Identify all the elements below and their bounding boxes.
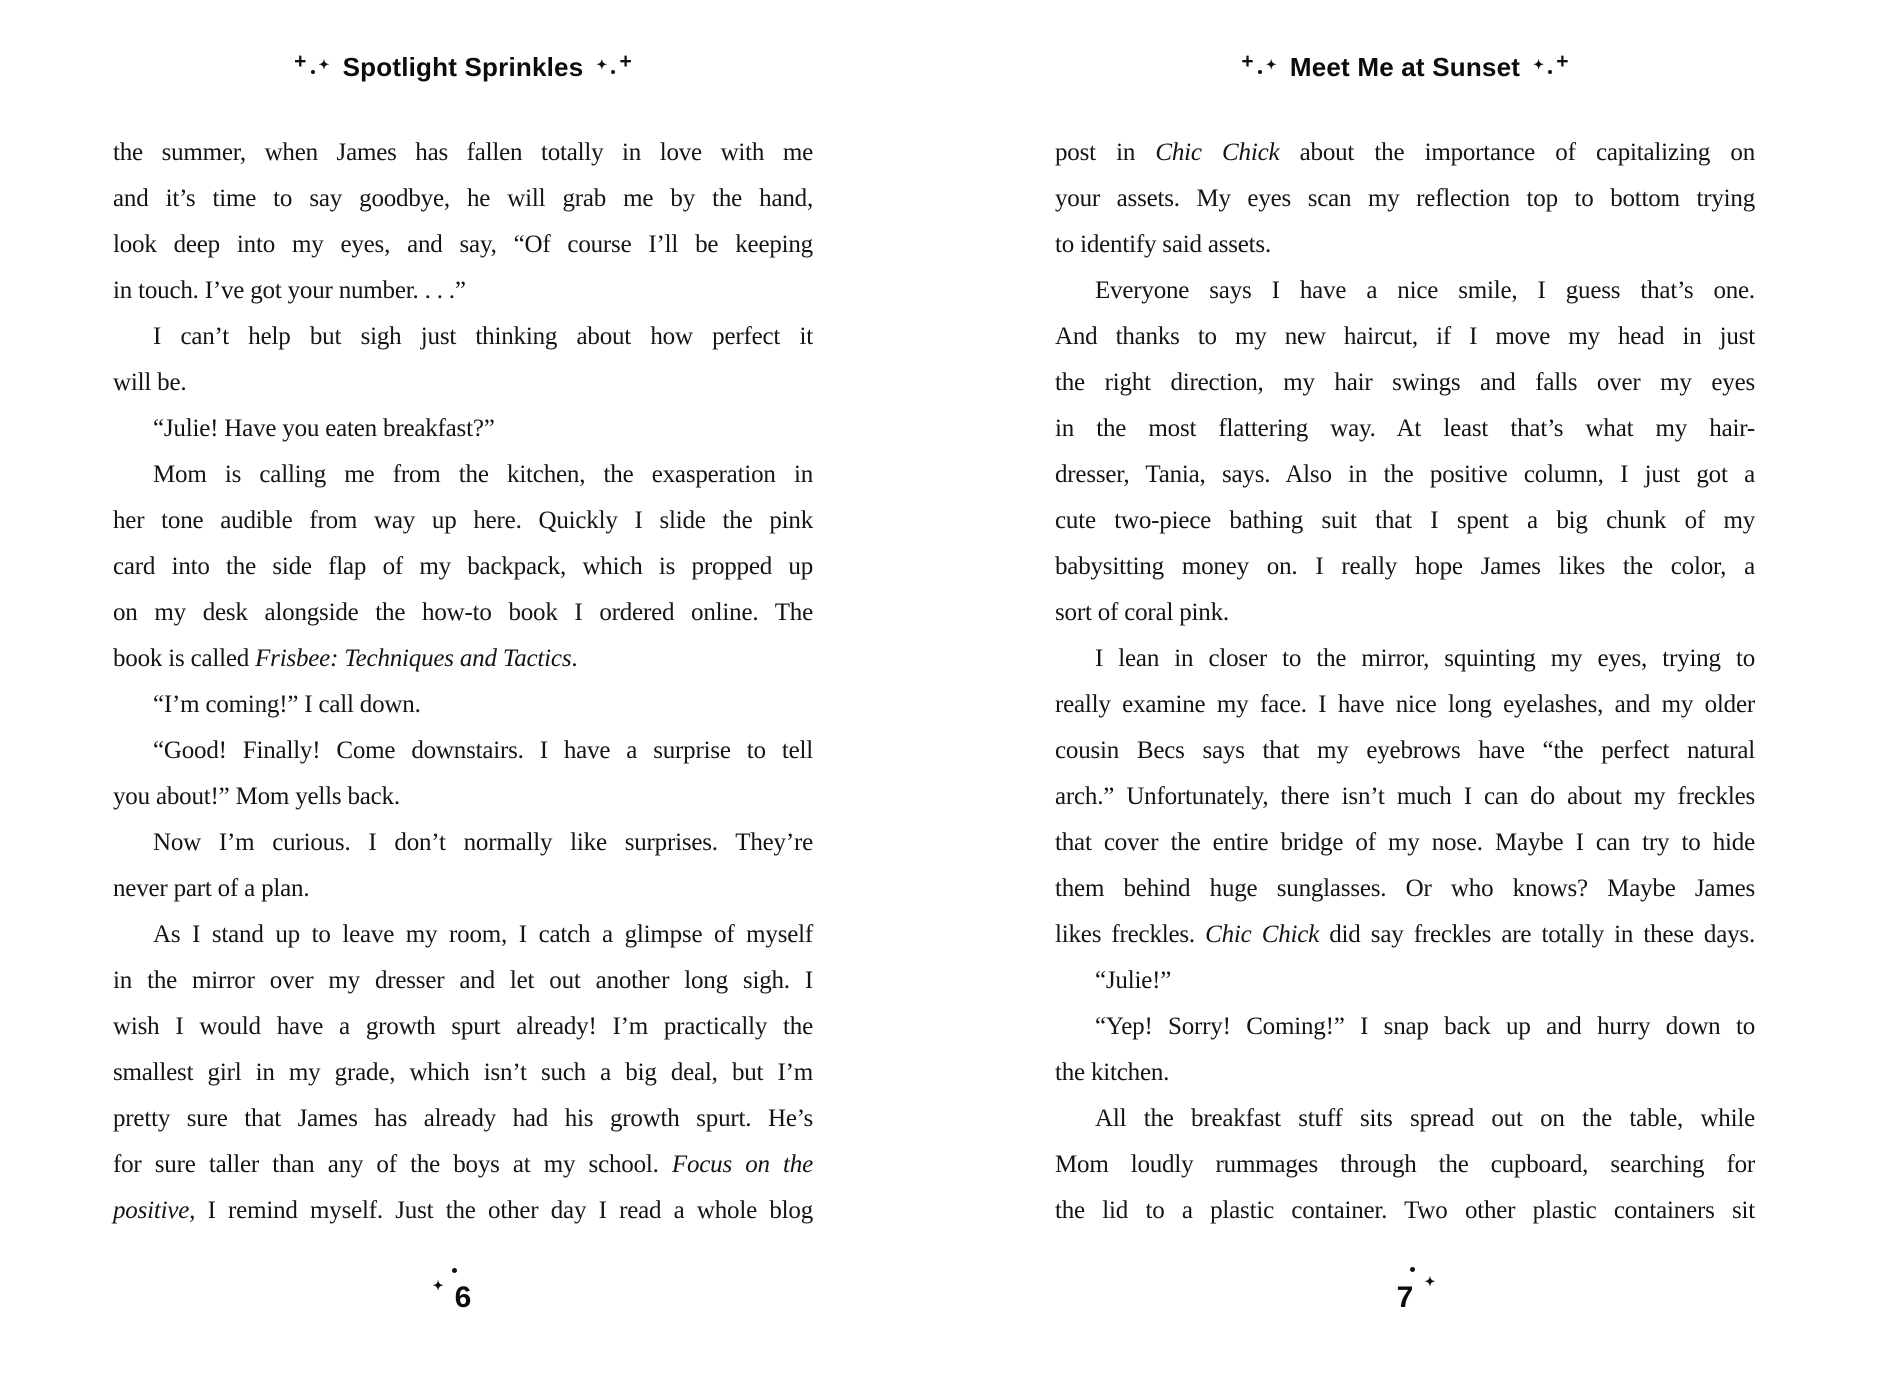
dot-icon (1410, 1267, 1415, 1272)
dot-icon (1548, 70, 1552, 74)
text-line: to identify said assets. (1055, 231, 1272, 258)
sparkle-icon: ✦ (432, 1278, 444, 1293)
page-number-group (1396, 1274, 1436, 1314)
text-line: positive, I remind myself. Just the other day I read a whole blog (113, 1197, 813, 1224)
text-line: smallest girl in my grade, which isn’t such a big deal, but I’m (113, 1059, 813, 1086)
text-line: the lid to a plastic container. Two other plastic containers sit (1055, 1197, 1755, 1224)
text-line: the kitchen. (1055, 1059, 1170, 1086)
text-line: As I stand up to leave my room, I catch a glimpse of myself (153, 921, 813, 948)
text-line: and it’s time to say goodbye, he will grab me by the hand, (113, 185, 813, 212)
text-line: cute two-piece bathing suit that I spent a big chunk of my (1055, 507, 1755, 534)
sparkle-ornament-right (596, 50, 632, 78)
sparkle-icon: ✦ (318, 57, 330, 72)
text-line: in touch. I’ve got your number. . . .” (113, 277, 466, 304)
text-line: on my desk alongside the how-to book I ordered online. The (113, 599, 813, 626)
text-line: “Julie!” (1095, 967, 1172, 994)
text-line: card into the side flap of my backpack, which is propped up (113, 553, 813, 580)
text-line: book is called Frisbee: Techniques and Tactics. (113, 645, 578, 672)
text-line: I can’t help but sigh just thinking about how perfect it (153, 323, 813, 350)
sparkle-ornament-left (1241, 50, 1277, 78)
text-line: “Good! Finally! Come downstairs. I have a surprise to tell (153, 737, 813, 764)
text-line: And thanks to my new haircut, if I move my head in just (1055, 323, 1755, 350)
text-line: “Yep! Sorry! Coming!” I snap back up and hurry down to (1095, 1013, 1755, 1040)
page-number: 6 (454, 1281, 472, 1314)
dot-icon (611, 70, 615, 74)
text-line: babysitting money on. I really hope James likes the color, a (1055, 553, 1755, 580)
folio (1055, 1274, 1755, 1314)
text-line: Mom loudly rummages through the cupboard, searching for (1055, 1151, 1755, 1178)
running-head-title: Spotlight Sprinkles (342, 52, 584, 82)
text-line: the summer, when James has fallen totally in love with me (113, 139, 813, 166)
sparkle-icon: ✦ (596, 57, 608, 72)
sparkle-icon: ✦ (1265, 57, 1277, 72)
text-line: I lean in closer to the mirror, squinting my eyes, trying to (1095, 645, 1755, 672)
sparkle-ornament-right (1533, 50, 1569, 78)
text-line: for sure taller than any of the boys at my school. Focus on the (113, 1151, 813, 1178)
text-line: sort of coral pink. (1055, 599, 1229, 626)
plus-sparkle-icon: + (619, 50, 632, 73)
plus-sparkle-icon: + (294, 50, 307, 73)
text-line: her tone audible from way up here. Quickly I slide the pink (113, 507, 813, 534)
sparkle-icon: ✦ (1533, 57, 1545, 72)
text-line: Everyone says I have a nice smile, I guess that’s one. (1095, 277, 1755, 304)
folio (113, 1278, 813, 1314)
text-line: “I’m coming!” I call down. (153, 691, 421, 718)
text-line: All the breakfast stuff sits spread out on the table, while (1095, 1105, 1755, 1132)
text-line: look deep into my eyes, and say, “Of course I’ll be keeping (113, 231, 813, 258)
running-head-title: Meet Me at Sunset (1289, 52, 1521, 82)
text-line: arch.” Unfortunately, there isn’t much I can do about my freckles (1055, 783, 1755, 810)
text-line: Mom is calling me from the kitchen, the exasperation in (153, 461, 813, 488)
page-number-group (432, 1278, 472, 1314)
text-line: cousin Becs says that my eyebrows have “the perfect natural (1055, 737, 1755, 764)
text-line: wish I would have a growth spurt already! I’m practically the (113, 1013, 813, 1040)
book-page-right (1055, 0, 1755, 1400)
text-line: you about!” Mom yells back. (113, 783, 400, 810)
text-line: post in Chic Chick about the importance of capitalizing on (1055, 139, 1756, 166)
plus-sparkle-icon: + (1241, 50, 1254, 73)
running-head (1055, 52, 1755, 83)
book-page-left (113, 0, 813, 1400)
text-line: really examine my face. I have nice long eyelashes, and my older (1055, 691, 1755, 718)
text-line: likes freckles. Chic Chick did say freckles are totally in these days. (1055, 921, 1756, 948)
dot-icon (311, 70, 315, 74)
text-line: pretty sure that James has already had his growth spurt. He’s (113, 1105, 813, 1132)
page-text (113, 130, 813, 1234)
text-line: never part of a plan. (113, 875, 310, 902)
text-line: that cover the entire bridge of my nose. Maybe I can try to hide (1055, 829, 1755, 856)
text-line: the right direction, my hair swings and falls over my eyes (1055, 369, 1755, 396)
dot-icon (452, 1268, 457, 1273)
text-line: in the most flattering way. At least that’s what my hair- (1055, 415, 1755, 442)
plus-sparkle-icon: + (1556, 50, 1569, 73)
text-line: your assets. My eyes scan my reflection top to bottom trying (1055, 185, 1755, 212)
text-line: dresser, Tania, says. Also in the positive column, I just got a (1055, 461, 1755, 488)
sparkle-icon: ✦ (1424, 1274, 1436, 1289)
text-line: them behind huge sunglasses. Or who knows? Maybe James (1055, 875, 1755, 902)
page-number: 7 (1396, 1281, 1414, 1314)
sparkle-ornament-left (294, 50, 330, 78)
text-line: will be. (113, 369, 187, 396)
page-text (1055, 130, 1755, 1234)
text-line: Now I’m curious. I don’t normally like surprises. They’re (153, 829, 813, 856)
text-line: in the mirror over my dresser and let out another long sigh. I (113, 967, 813, 994)
text-line: “Julie! Have you eaten breakfast?” (153, 415, 495, 442)
dot-icon (1258, 70, 1262, 74)
running-head (113, 52, 813, 83)
